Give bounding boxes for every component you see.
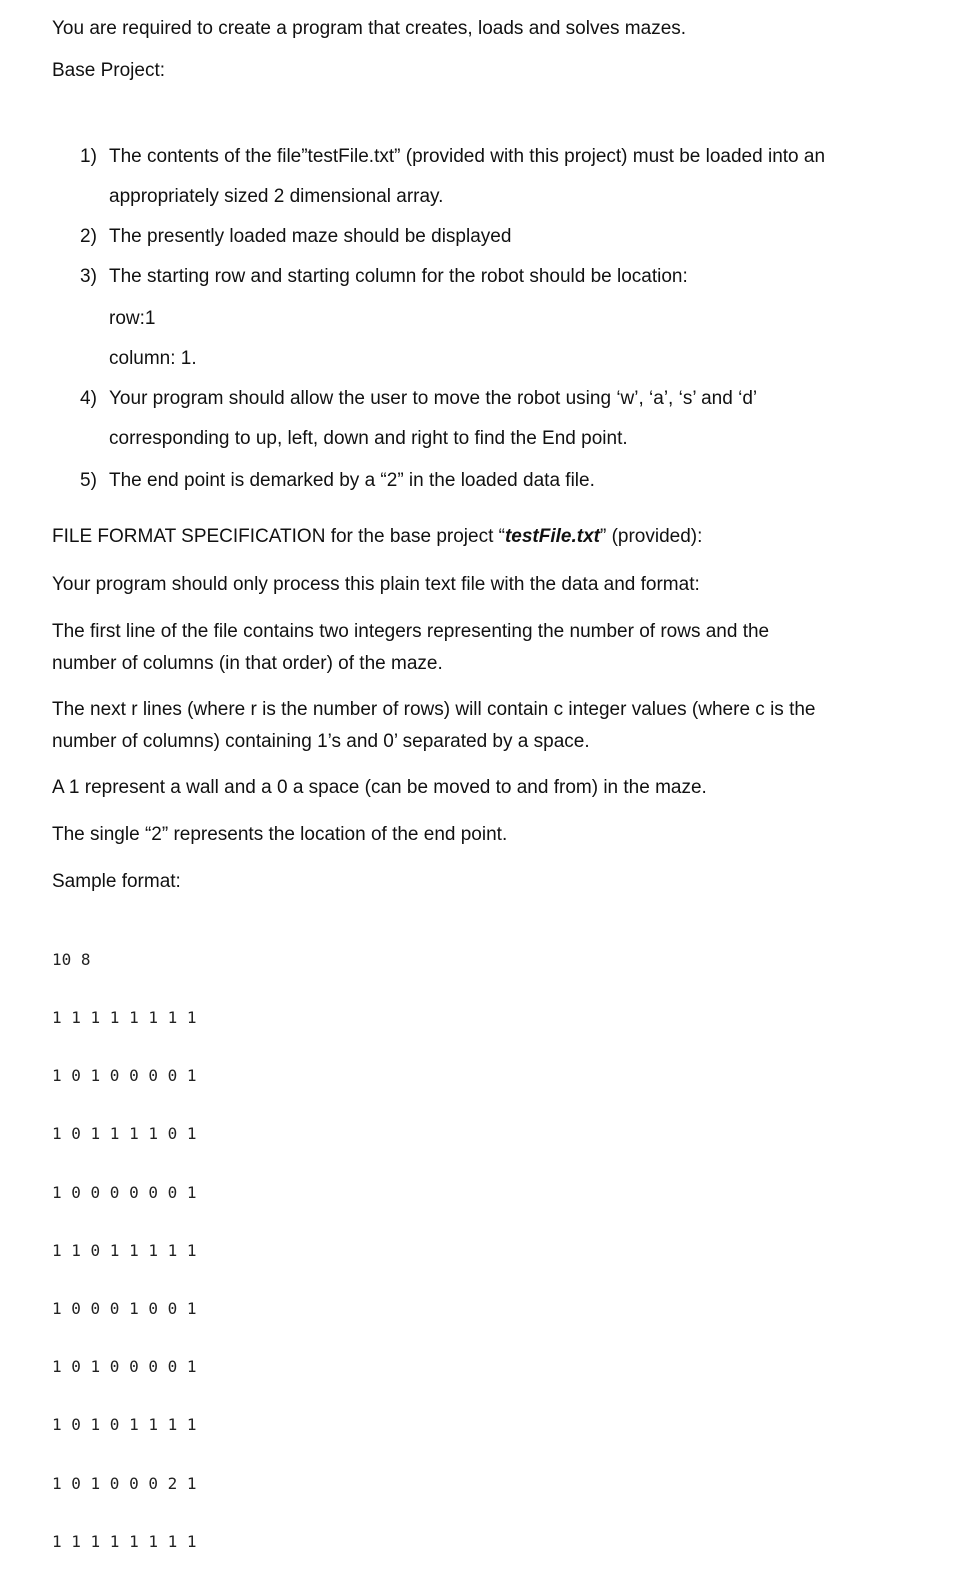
- list-number: 2): [80, 226, 97, 247]
- sample-format-label: Sample format:: [52, 871, 181, 892]
- maze-row: 1 0 1 0 0 0 0 1: [52, 1066, 197, 1086]
- list-number: 5): [80, 470, 97, 491]
- maze-row: 1 0 0 0 0 0 0 1: [52, 1182, 197, 1202]
- spec-paragraph: The first line of the file contains two integers representing the number of rows and the: [52, 621, 770, 642]
- list-text: The starting row and starting column for the robot should be location:: [109, 266, 688, 287]
- spec-paragraph: number of columns (in that order) of the maze.: [52, 653, 443, 674]
- base-project-heading: Base Project:: [52, 60, 165, 81]
- maze-row: 1 1 1 1 1 1 1 1: [52, 1531, 197, 1551]
- spec-filename: testFile.txt: [504, 526, 600, 547]
- spec-paragraph: Your program should only process this plain text file with the data and format:: [52, 574, 700, 595]
- list-number: 4): [80, 388, 97, 409]
- sample-maze-code: [52, 911, 197, 1571]
- maze-row: 1 1 0 1 1 1 1 1: [52, 1240, 197, 1260]
- list-item: [80, 466, 595, 496]
- list-text: The end point is demarked by a “2” in the loaded data file.: [109, 470, 595, 491]
- list-text: The contents of the file”testFile.txt” (provided with this project) must be loaded into an: [109, 146, 826, 167]
- maze-row: 1 0 1 0 1 1 1 1: [52, 1415, 197, 1435]
- maze-row: 1 0 1 1 1 1 0 1: [52, 1124, 197, 1144]
- maze-row: 1 0 0 0 1 0 0 1: [52, 1299, 197, 1319]
- spec-paragraph: The next r lines (where r is the number of rows) will contain c integer values (where c is the: [52, 699, 816, 720]
- list-item: [80, 142, 825, 172]
- list-text-continued: appropriately sized 2 dimensional array.: [109, 186, 444, 207]
- list-text: Your program should allow the user to move the robot using ‘w’, ‘a’, ‘s’ and ‘d’: [109, 388, 758, 409]
- spec-heading: FILE FORMAT SPECIFICATION for the base project “testFile.txt” (provided):: [52, 526, 703, 547]
- list-item: [80, 262, 688, 292]
- maze-row: 1 0 1 0 0 0 2 1: [52, 1473, 197, 1493]
- spec-paragraph: A 1 represent a wall and a 0 a space (can be moved to and from) in the maze.: [52, 777, 707, 798]
- list-text: The presently loaded maze should be displayed: [109, 226, 512, 247]
- list-number: 1): [80, 146, 97, 167]
- maze-row: 1 0 1 0 0 0 0 1: [52, 1357, 197, 1377]
- list-item: [80, 222, 511, 252]
- start-row-text: row:1: [109, 308, 156, 329]
- list-item: [80, 384, 757, 414]
- spec-paragraph: The single “2” represents the location of the end point.: [52, 824, 508, 845]
- sample-header-line: 10 8: [52, 949, 91, 969]
- list-number: 3): [80, 266, 97, 287]
- start-column-text: column: 1.: [109, 348, 197, 369]
- spec-paragraph: number of columns) containing 1’s and 0’ separated by a space.: [52, 731, 590, 752]
- intro-text: You are required to create a program that creates, loads and solves mazes.: [52, 18, 687, 39]
- list-text-continued: corresponding to up, left, down and right to find the End point.: [109, 428, 628, 449]
- maze-row: 1 1 1 1 1 1 1 1: [52, 1008, 197, 1028]
